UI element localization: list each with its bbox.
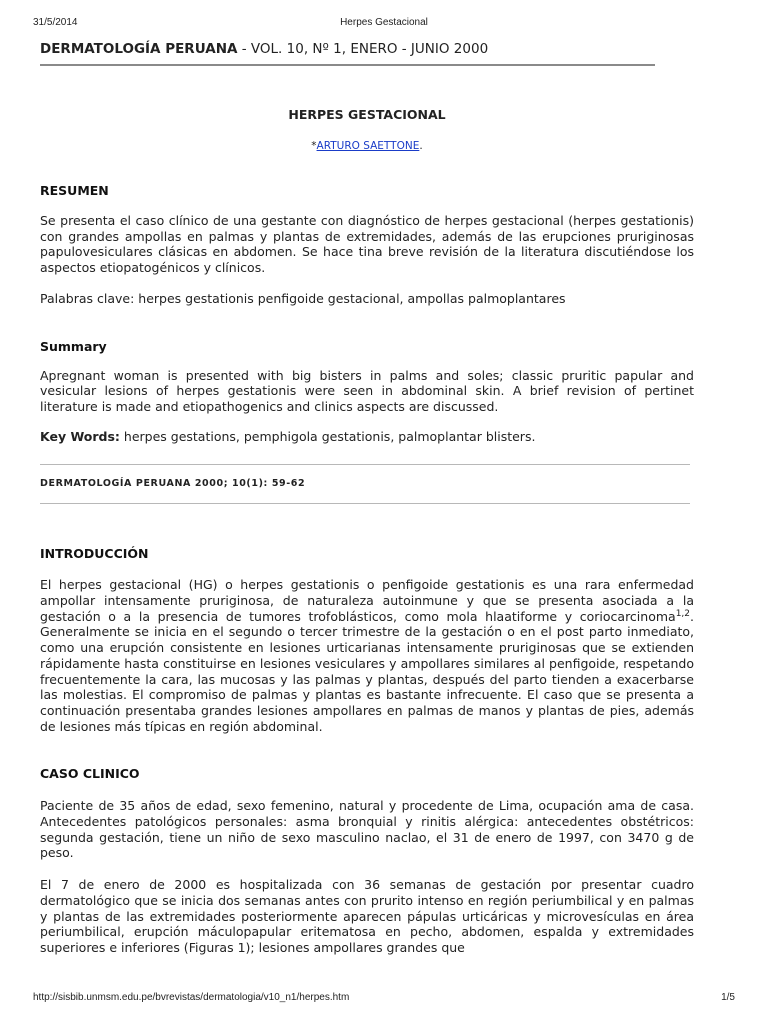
resumen-body: Se presenta el caso clínico de una gestante con diagnóstico de herpes gestacional (herpes gestationis) con grandes ampollas en palmas y plantas de extremidades, además de las erupciones pruriginosas papulovesiculares clásicas en abdomen. Se hace tina breve revisión de la literatura discutiéndose los aspectos etiopatogénicos y clínicos. — [40, 213, 694, 276]
journal-header — [40, 40, 694, 58]
citation: DERMATOLOGÍA PERUANA 2000; 10(1): 59-62 — [40, 478, 306, 490]
print-url: http://sisbib.unmsm.edu.pe/bvrevistas/dermatologia/v10_n1/herpes.htm — [33, 992, 350, 1003]
article-title: HERPES GESTACIONAL — [288, 107, 446, 122]
print-page-number: 1/5 — [721, 992, 735, 1003]
author-line — [40, 139, 694, 153]
article-content — [40, 40, 694, 956]
introduccion-text-1: El herpes gestacional (HG) o herpes gestationis o penfigoide gestationis es una rara enfermedad ampollar intensamente pruriginosa, de naturaleza autoinmune y que se presenta asociada a la gestación o a la presencia de tumores trofoblásticos, como mola hlaatiforme y coriocarcinoma — [40, 577, 694, 624]
summary-keywords-text: herpes gestations, pemphigola gestationis, palmoplantar blisters. — [119, 428, 536, 444]
citation-divider-top — [40, 464, 690, 465]
caso-paragraph-2: El 7 de enero de 2000 es hospitalizada con 36 semanas de gestación por presentar cuadro dermatológico que se inicia dos semanas antes con prurito intenso en región periumbilical y en palmas y plantas de las extremidades posteriormente aparecen pápulas urticáricas y microvesículas en área periumbilical, erupción máculopapular eritematosa en pecho, abdomen, espalda y extremidades superiores e inferiores (Figuras 1); lesiones ampollares grandes que — [40, 877, 694, 955]
introduccion-body — [40, 577, 694, 734]
print-header — [33, 17, 735, 31]
author-prefix: * — [311, 140, 317, 152]
journal-name: DERMATOLOGÍA PERUANA — [40, 41, 238, 57]
caso-paragraph-1: Paciente de 35 años de edad, sexo femenino, natural y procedente de Lima, ocupación ama de casa. Antecedentes patológicos personales: asma bronquial y rinitis alérgica: antecedentes obstétricos: segunda gestación, tiene un niño de sexo masculino naclao, el 31 de enero de 1997, con 3470 g de peso. — [40, 798, 694, 861]
author-link[interactable]: ARTURO SAETTONE — [316, 140, 420, 152]
summary-keywords-label: Key Words: — [40, 428, 120, 444]
summary-body: Apregnant woman is presented with big bisters in palms and soles; classic pruritic papular and vesicular lesions of herpes gestationis were seen in abdominal skin. A brief revision of pertinet literature is made and etiopathogenics and clinics aspects are discussed. — [40, 367, 694, 414]
author-suffix: . — [419, 140, 423, 152]
introduccion-text-2: . Generalmente se inicia en el segundo o tercer trimestre de la gestación o en el post parto inmediato, como una erupción consistente en lesiones urticarianas intensamente pruriginosas que se extienden rápidamente hasta constituirse en lesiones vesiculares y ampollares similares al penfigoide, respetando frecuentemente la cara, las mucosas y las palmas y plantas, después del parto tienden a exacerbarse las molestias. El compromiso de palmas y plantas es bastante infrecuente. El caso que se presenta a continuación presentaba grandes lesiones ampollares en palmas de manos y plantas de pies, además de lesiones más típicas en región abdominal. — [40, 608, 694, 734]
print-title: Herpes Gestacional — [340, 17, 428, 28]
resumen-heading: RESUMEN — [40, 183, 109, 198]
resumen-keywords: Palabras clave: herpes gestationis penfigoide gestacional, ampollas palmoplantares — [40, 290, 566, 306]
print-footer — [33, 992, 735, 1006]
citation-divider-bottom — [40, 503, 690, 504]
caso-heading: CASO CLINICO — [40, 766, 140, 782]
print-date: 31/5/2014 — [33, 17, 78, 28]
header-divider — [40, 64, 655, 66]
introduccion-reference: 1,2 — [675, 608, 691, 619]
introduccion-heading: INTRODUCCIÓN — [40, 546, 149, 562]
summary-heading: Summary — [40, 338, 107, 354]
summary-keywords — [40, 429, 694, 445]
journal-issue: - VOL. 10, Nº 1, ENERO - JUNIO 2000 — [237, 41, 489, 57]
